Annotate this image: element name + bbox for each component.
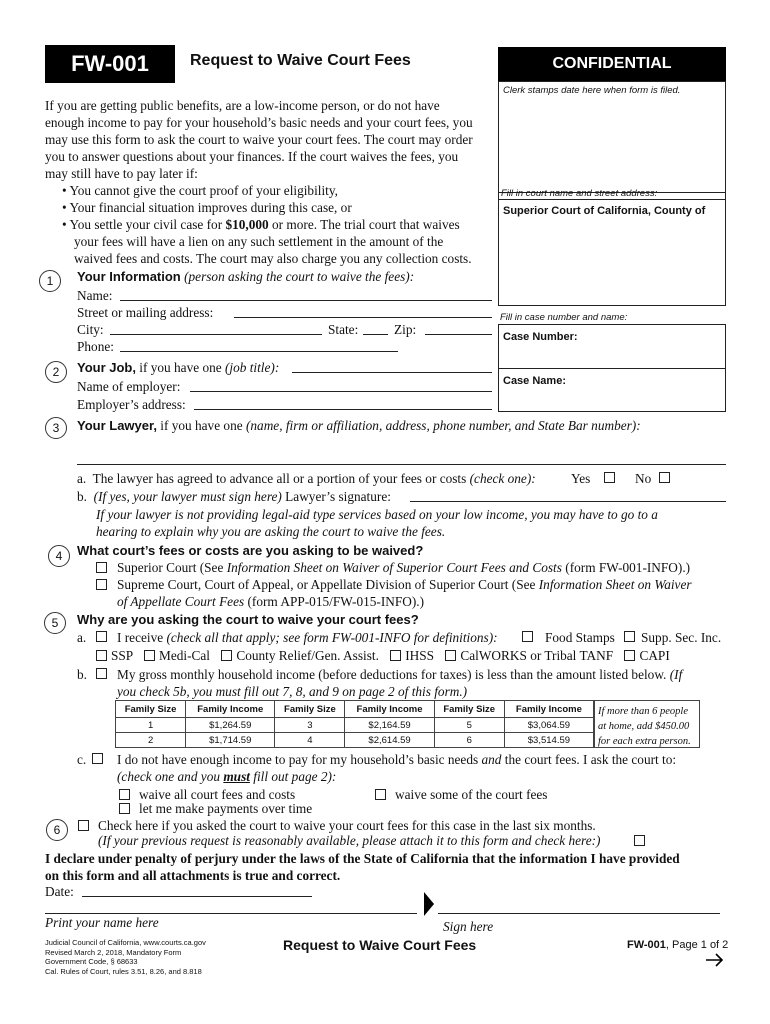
attach-previous-checkbox[interactable] — [634, 835, 645, 846]
city-label: City: — [77, 322, 104, 337]
waive-some-checkbox[interactable] — [375, 789, 386, 800]
table-cell: $1,264.59 — [186, 718, 275, 733]
no-checkbox[interactable] — [659, 472, 670, 483]
waive-all-label: waive all court fees and costs — [139, 787, 296, 802]
table-cell: 6 — [434, 733, 504, 748]
appellate-court-label-cont: of Appellate Court Fees (form APP-015/FW-015-INFO).) — [117, 594, 425, 609]
table-cell: $1,714.59 — [186, 733, 275, 748]
income-b-label: b. — [77, 667, 87, 682]
form-title: Request to Waive Court Fees — [190, 52, 411, 69]
intro-bullet-1: • You cannot give the court proof of your eligibility, — [62, 183, 338, 198]
date-label: Date: — [45, 884, 74, 899]
section-3-number: 3 — [45, 417, 67, 439]
phone-input[interactable] — [120, 351, 398, 352]
ihss-checkbox[interactable] — [390, 650, 401, 661]
table-cell: $3,514.59 — [504, 733, 593, 748]
zip-input[interactable] — [425, 334, 492, 335]
low-income-note: you check 5b, you must fill out 7, 8, and 9 on page 2 of this form.) — [117, 684, 468, 699]
next-page-arrow-icon — [705, 953, 725, 967]
table-header: Family Size — [116, 701, 186, 718]
basic-needs-note: (check one and you must fill out page 2): — [117, 769, 337, 784]
no-label: No — [635, 471, 652, 486]
income-table — [115, 700, 594, 748]
ssp-checkbox[interactable] — [96, 650, 107, 661]
benefits-a-label: a. — [77, 630, 87, 645]
print-name-label: Print your name here — [45, 915, 159, 930]
case-label: Fill in case number and name: — [500, 312, 628, 323]
case-name-field[interactable] — [498, 368, 726, 412]
prior-request-note: (If your previous request is reasonably available, please attach it to this form and check here:) — [98, 833, 601, 848]
food-stamps-label: Food Stamps — [545, 630, 615, 645]
low-income-text: My gross monthly household income (before deductions for taxes) is less than the amount listed below. (If — [117, 667, 683, 682]
address-input[interactable] — [234, 317, 492, 318]
section-4-number: 4 — [48, 545, 70, 567]
yes-checkbox[interactable] — [604, 472, 615, 483]
confidential-banner: CONFIDENTIAL — [498, 47, 726, 81]
form-number-badge: FW-001 — [45, 45, 175, 83]
signature-input[interactable] — [438, 913, 720, 914]
table-cell: $3,064.59 — [504, 718, 593, 733]
section-3-title: Your Lawyer, if you have one (name, firm or affiliation, address, phone number, and State Bar number): — [77, 418, 641, 433]
waive-some-label: waive some of the court fees — [395, 787, 548, 802]
basic-needs-c-label: c. — [77, 752, 87, 767]
court-value: Superior Court of California, County of — [503, 205, 706, 217]
table-cell: $2,614.59 — [345, 733, 434, 748]
table-cell: 2 — [116, 733, 186, 748]
payments-label: let me make payments over time — [139, 801, 313, 816]
lawyer-info-input[interactable] — [77, 464, 726, 465]
prior-request-text: Check here if you asked the court to waive your court fees for this case in the last six months. — [98, 818, 596, 833]
lawyer-signature-input[interactable] — [410, 501, 726, 502]
employer-address-input[interactable] — [194, 409, 492, 410]
section-2-number: 2 — [45, 361, 67, 383]
footer-title: Request to Waive Court Fees — [283, 937, 477, 953]
intro-bullet-3-cont2: waived fees and costs. The court may also charge you any collection costs. — [74, 251, 472, 266]
table-header: Family Income — [504, 701, 593, 718]
payments-checkbox[interactable] — [119, 803, 130, 814]
case-number-field[interactable] — [498, 324, 726, 369]
court-name-field[interactable] — [498, 199, 726, 306]
benefits-intro: I receive (check all that apply; see form FW-001-INFO for definitions): — [117, 630, 498, 645]
intro-bullet-2: • Your financial situation improves during this case, or — [62, 200, 352, 215]
footer-page: FW-001, Page 1 of 2 — [627, 939, 729, 951]
intro-paragraph: If you are getting public benefits, are a low-income person, or do not have enough income to pay for your household’s basic needs and your court fees, you may use this form to ask the court to waive your court fees. The court may order you to answer questions about your finances. If the court waives the fees, you may still have to pay later if: — [45, 98, 473, 181]
county-relief-checkbox[interactable] — [221, 650, 232, 661]
income-table-header — [116, 701, 594, 718]
date-input[interactable] — [82, 896, 312, 897]
intro-bullet-3: • You settle your civil case for $10,000 or more. The trial court that waives — [62, 217, 460, 232]
medi-cal-checkbox[interactable] — [144, 650, 155, 661]
table-row — [116, 733, 594, 748]
section-2-title: Your Job, if you have one (job title): — [77, 360, 280, 375]
waive-all-checkbox[interactable] — [119, 789, 130, 800]
capi-checkbox[interactable] — [624, 650, 635, 661]
table-cell: $2,164.59 — [345, 718, 434, 733]
benefits-row-2: SSP Medi-Cal County Relief/Gen. Assist. IHSS CalWORKS or Tribal TANF CAPI — [96, 647, 670, 664]
supp-sec-inc-label: Supp. Sec. Inc. — [641, 630, 722, 645]
declaration-line-2: on this form and all attachments is true and correct. — [45, 868, 341, 883]
table-header: Family Income — [186, 701, 275, 718]
city-input[interactable] — [110, 334, 322, 335]
job-title-input[interactable] — [292, 372, 492, 373]
table-header: Family Size — [434, 701, 504, 718]
sign-label: Sign here — [443, 919, 494, 934]
table-cell: 5 — [434, 718, 504, 733]
lawyer-advance-text: a. The lawyer has agreed to advance all or a portion of your fees or costs (check one): — [77, 471, 536, 486]
section-1-number: 1 — [39, 270, 61, 292]
prior-request-checkbox[interactable] — [78, 820, 89, 831]
lawyer-note-2: hearing to explain why you are asking the court to waive the fees. — [96, 524, 446, 539]
superior-court-checkbox[interactable] — [96, 562, 107, 573]
footer-legal: Judicial Council of California, www.courts.ca.gov Revised March 2, 2018, Mandatory Form Government Code, § 68633 Cal. Rules of Court, rules 3.51, 8.26, and 8.818 — [45, 938, 206, 976]
intro-bullet-3-cont: your fees will have a lien on any such settlement in the amount of the — [74, 234, 444, 249]
court-label: Fill in court name and street address: — [501, 188, 658, 199]
superior-court-label: Superior Court (See Information Sheet on Waiver of Superior Court Fees and Costs (form FW-001-INFO).) — [117, 560, 691, 575]
table-header: Family Income — [345, 701, 434, 718]
table-row — [116, 718, 594, 733]
case-number-label: Case Number: — [503, 331, 578, 343]
case-name-label: Case Name: — [503, 375, 566, 387]
low-income-checkbox[interactable] — [96, 668, 107, 679]
declaration-line-1: I declare under penalty of perjury under the laws of the State of California that the information I have provided — [45, 851, 680, 866]
table-cell: 1 — [116, 718, 186, 733]
table-header: Family Size — [275, 701, 345, 718]
employer-input[interactable] — [190, 391, 492, 392]
appellate-court-checkbox[interactable] — [96, 579, 107, 590]
appellate-court-label: Supreme Court, Court of Appeal, or Appellate Division of Superior Court (See Information Sheet on Waiver — [117, 577, 692, 592]
section-4-title: What court’s fees or costs are you asking to be waived? — [77, 543, 424, 558]
calworks-checkbox[interactable] — [445, 650, 456, 661]
food-stamps-checkbox[interactable] — [522, 631, 533, 642]
income-table-note: If more than 6 people at home, add $450.00 for each extra person. — [594, 700, 700, 748]
table-cell: 3 — [275, 718, 345, 733]
table-cell: 4 — [275, 733, 345, 748]
section-5-title: Why are you asking the court to waive your court fees? — [77, 612, 419, 627]
signature-arrow-icon — [424, 892, 434, 916]
yes-label: Yes — [571, 471, 591, 486]
employer-address-label: Employer’s address: — [77, 397, 186, 412]
zip-label: Zip: — [394, 322, 417, 337]
supp-sec-inc-checkbox[interactable] — [624, 631, 635, 642]
basic-needs-checkbox[interactable] — [92, 753, 103, 764]
lawyer-note-1: If your lawyer is not providing legal-aid type services based on your low income, you may have to go to a — [96, 507, 658, 522]
state-label: State: — [328, 322, 359, 337]
lawyer-signature-label: b. (If yes, your lawyer must sign here) Lawyer’s signature: — [77, 489, 391, 504]
basic-needs-text: I do not have enough income to pay for my household’s basic needs and the court fees. I ask the court to: — [117, 752, 677, 767]
clerk-stamp-note: Clerk stamps date here when form is filed. — [503, 85, 681, 96]
phone-label: Phone: — [77, 339, 114, 354]
employer-label: Name of employer: — [77, 379, 181, 394]
section-5-number: 5 — [44, 612, 66, 634]
state-input[interactable] — [363, 334, 388, 335]
name-input[interactable] — [120, 300, 492, 301]
address-label: Street or mailing address: — [77, 305, 214, 320]
benefits-checkbox[interactable] — [96, 631, 107, 642]
section-6-number: 6 — [46, 819, 68, 841]
section-1-title: Your Information (person asking the court to waive the fees): — [77, 269, 415, 284]
name-label: Name: — [77, 288, 113, 303]
